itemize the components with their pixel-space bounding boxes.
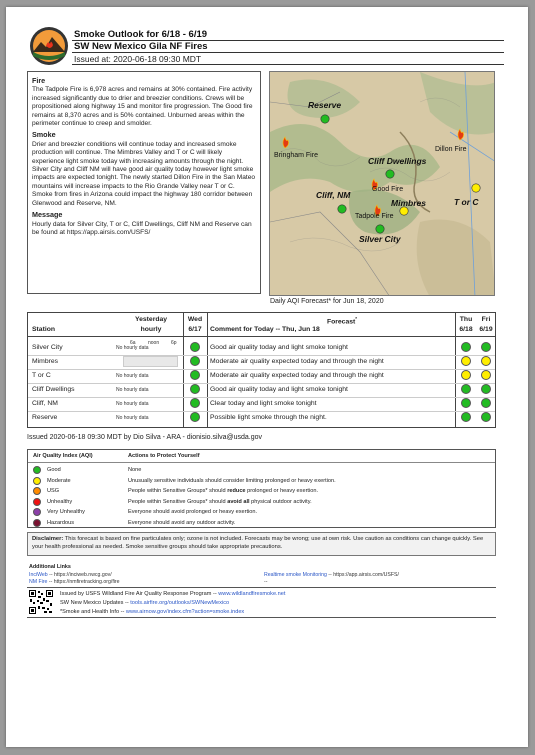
col-wed-date: 6/17 xyxy=(188,326,202,333)
page-title: Smoke Outlook for 6/18 - 6/19 xyxy=(74,29,208,40)
station-name: Cliff, NM xyxy=(32,400,58,407)
qr-code-icon[interactable] xyxy=(29,590,53,614)
aqi-actions-header: Actions to Protect Yourself xyxy=(128,453,200,459)
wed-aqi-dot xyxy=(190,370,200,380)
divider xyxy=(72,64,504,65)
thu-aqi-dot xyxy=(461,342,471,352)
footer-divider xyxy=(27,617,496,618)
inciweb-link-line xyxy=(29,572,112,578)
col-station: Station xyxy=(32,326,56,333)
aqi-category: Very Unhealthy xyxy=(47,509,85,515)
thu-aqi-dot xyxy=(461,398,471,408)
aqi-action-text: People within Sensitive Groups* should xyxy=(128,488,228,494)
nmfire-link[interactable]: NM Fire xyxy=(29,579,48,585)
aqi-action: None xyxy=(128,467,142,473)
disclaimer-box xyxy=(27,532,496,556)
thu-aqi-dot xyxy=(461,356,471,366)
hourly-data-note: No hourly data xyxy=(116,415,149,421)
station-name: Cliff Dwellings xyxy=(32,386,75,393)
col-forecast-sup: * xyxy=(355,316,358,321)
issued-timestamp: Issued at: 2020-06-18 09:30 MDT xyxy=(74,54,202,64)
forecast-comment: Moderate air quality expected today and through the night xyxy=(210,358,384,365)
realtime-link-line xyxy=(264,572,399,578)
wed-aqi-dot xyxy=(190,356,200,366)
fire-heading: Fire xyxy=(32,76,46,85)
monitor-site-label: Cliff, NM xyxy=(316,190,351,200)
monitor-site-marker[interactable] xyxy=(472,184,480,192)
forecast-comment: Clear today and light smoke tonight xyxy=(210,400,317,407)
aqi-color-dot xyxy=(33,487,41,495)
nmfire-link-line xyxy=(29,579,120,585)
aqi-category: Good xyxy=(47,467,61,473)
station-name: T or C xyxy=(32,372,51,379)
footer-health-text: *Smoke and Health Info -- xyxy=(60,609,126,615)
monitor-site-marker[interactable] xyxy=(376,225,384,233)
nmfire-url: -- https://nmfiretracking.org/fire xyxy=(47,579,120,585)
col-forecast-label: Forecast xyxy=(326,318,356,326)
aqi-action-emphasis: avoid all xyxy=(227,498,250,505)
footer-program-line xyxy=(60,591,285,597)
wed-aqi-dot xyxy=(190,412,200,422)
aqi-category: Unhealthy xyxy=(47,498,73,505)
forecast-table xyxy=(27,312,496,428)
fire-text: The Tadpole Fire is 6,978 acres and remains at 30% contained. Fire activity increased significantly due to drier and breezier conditions. Crews will be propositioned along highway 15 and monitor fire progression. The Good fire remains at 8,370 acres and is 50% contained. Unburned areas within the perimeter continue to creep and smolder. xyxy=(32,86,253,128)
hourly-data-note: No hourly data xyxy=(116,345,149,351)
col-thu-date: 6/18 xyxy=(459,326,473,333)
aqi-color-dot xyxy=(33,498,41,506)
fri-aqi-dot xyxy=(481,384,491,394)
link-placeholder: -- xyxy=(264,579,268,585)
monitor-site-label: T or C xyxy=(454,197,479,207)
aqi-category: Moderate xyxy=(47,477,71,484)
row-divider xyxy=(28,411,495,412)
issued-by-line: Issued 2020-06-18 09:30 MDT by Dio Silva - ARA - dionisio.silva@usda.gov xyxy=(27,434,262,441)
fire-label: Dillon Fire xyxy=(435,146,467,153)
row-divider xyxy=(28,355,495,356)
monitor-site-marker[interactable] xyxy=(400,207,408,215)
smoke-text: Drier and breezier conditions will continue today and increased smoke production will continue. The Mimbres Valley and T or C will likely experience light smoke today with increasing amounts through the night. Silver City and Cliff NM will have good air quality today however light smoke impacts are expected tonight. The newly started Dillon Fire in the San Mateo mountains will increase impacts to the Rio Grande Valley near T or C. Smoke from fires in Arizona could impact the highway 180 corridor between Glenwood and Reserve, NM. xyxy=(32,140,256,207)
aqi-color-dot xyxy=(33,477,41,485)
footer-updates-text: SW New Mexico Updates -- xyxy=(60,600,131,606)
forecast-comment: Moderate air quality expected today and through the night xyxy=(210,372,384,379)
aqi-color-dot xyxy=(33,466,41,474)
monitor-site-label: Silver City xyxy=(359,234,401,244)
wildland-fire-logo-icon xyxy=(29,26,69,66)
hourly-data-note: No hourly data xyxy=(116,401,149,407)
fire-label: Good Fire xyxy=(372,186,404,193)
monitor-site-label: Reserve xyxy=(308,100,342,110)
forecast-comment: Possible light smoke through the night. xyxy=(210,414,327,421)
aqi-action xyxy=(128,499,312,505)
aqi-action-text: People within Sensitive Groups* should xyxy=(128,498,228,505)
station-name: Reserve xyxy=(32,414,58,421)
row-divider xyxy=(28,397,495,398)
hour-label-6p: 6p xyxy=(171,340,177,346)
inciweb-url: -- https://inciweb.nwcg.gov/ xyxy=(47,572,112,578)
footer-divider xyxy=(27,587,496,588)
narrative-box xyxy=(27,71,261,294)
map-caption: Daily AQI Forecast* for Jun 18, 2020 xyxy=(270,298,384,305)
forecast-comment: Good air quality today and light smoke tonight xyxy=(210,344,348,351)
thu-aqi-dot xyxy=(461,370,471,380)
hourly-data-note: No hourly data xyxy=(116,387,149,393)
aqi-category: Hazardous xyxy=(47,519,75,526)
smoke-heading: Smoke xyxy=(32,130,56,140)
aqi-action-text: prolonged or heavy exertion. xyxy=(245,488,319,494)
aqi-action xyxy=(128,488,318,494)
col-forecast xyxy=(228,316,456,325)
hourly-data-placeholder xyxy=(123,356,178,367)
station-name: Mimbres xyxy=(32,358,59,365)
table-divider xyxy=(455,313,456,427)
col-thu: Thu xyxy=(459,316,473,323)
aqi-action-text: physical outdoor activity. xyxy=(249,498,312,505)
swnewmexico-link[interactable]: tools.airfire.org/outlooks/SWNewMexico xyxy=(130,600,230,606)
aqi-category: USG xyxy=(47,488,60,494)
message-heading: Message xyxy=(32,210,63,220)
page-subtitle: SW New Mexico Gila NF Fires xyxy=(74,41,208,52)
thu-aqi-dot xyxy=(461,384,471,394)
wed-aqi-dot xyxy=(190,398,200,408)
aqi-action: Everyone should avoid any outdoor activity. xyxy=(128,519,236,526)
monitor-site-marker[interactable] xyxy=(338,205,346,213)
station-name: Silver City xyxy=(32,344,63,351)
airnow-link[interactable]: www.airnow.gov/index.cfm?action=smoke.index xyxy=(125,609,245,615)
realtime-url: -- https://app.airsis.com/USFS/ xyxy=(326,572,399,578)
footer-health-line xyxy=(60,609,244,615)
disclaimer-text: This forecast is based on fine particulates only; ozone is not included. Forecasts may be wrong; use at own risk. Use caution as conditions can change quickly. See your health professional as needed. Smoke sensitive groups should take appropriate precautions. xyxy=(32,536,484,550)
hourly-data-note: No hourly data xyxy=(116,373,149,379)
fri-aqi-dot xyxy=(481,398,491,408)
aqi-action: Everyone should avoid prolonged or heavy exertion. xyxy=(128,509,258,515)
wed-aqi-dot xyxy=(190,342,200,352)
aqi-color-dot xyxy=(33,519,41,527)
disclaimer-label: Disclaimer: xyxy=(32,536,64,542)
fire-label: Bringham Fire xyxy=(274,152,318,159)
col-yesterday: Yesterday xyxy=(134,316,168,323)
aqi-color-dot xyxy=(33,508,41,516)
col-fri-date: 6/19 xyxy=(479,326,493,333)
col-wed: Wed xyxy=(187,316,203,323)
inciweb-link[interactable]: InciWeb xyxy=(29,572,48,578)
message-text: Hourly data for Silver City, T or C, Cliff Dwellings, Cliff NM and Reserve can be found at https://app.airsis.com/USFS/ xyxy=(32,220,252,236)
realtime-monitoring-link[interactable]: Realtime smoke Monitoring xyxy=(264,572,327,578)
forecast-comment: Good air quality today and light smoke tonight xyxy=(210,386,348,393)
fri-aqi-dot xyxy=(481,356,491,366)
col-comment: Comment for Today -- Thu, Jun 18 xyxy=(210,326,320,333)
row-divider xyxy=(28,369,495,370)
aqi-action: Unusually sensitive individuals should consider limiting prolonged or heavy exertion. xyxy=(128,477,336,484)
monitor-site-label: Cliff Dwellings xyxy=(368,156,427,166)
fri-aqi-dot xyxy=(481,412,491,422)
footer-updates-line xyxy=(60,600,229,606)
legend-divider xyxy=(28,462,495,463)
monitor-site-marker[interactable] xyxy=(386,170,394,178)
smoke-outlook-page xyxy=(6,7,528,747)
monitor-site-marker[interactable] xyxy=(321,115,329,123)
thu-aqi-dot xyxy=(461,412,471,422)
hour-label-noon: noon xyxy=(148,340,160,346)
monitor-site-label: Mimbres xyxy=(391,198,426,208)
footer-program-text: Issued by USFS Wildland Fire Air Quality Response Program -- xyxy=(60,591,219,597)
col-hourly: hourly xyxy=(140,326,162,333)
row-divider xyxy=(28,383,495,384)
wildlandfiresmoke-link[interactable]: www.wildlandfiresmoke.net xyxy=(218,591,286,597)
fri-aqi-dot xyxy=(481,370,491,380)
aqi-legend xyxy=(27,449,496,528)
aqi-index-header: Air Quality Index (AQI) xyxy=(33,453,93,459)
fire-label: Tadpole Fire xyxy=(355,213,394,220)
table-divider xyxy=(28,336,495,337)
additional-links-title: Additional Links xyxy=(29,564,71,570)
terrain-map xyxy=(270,72,495,296)
col-fri: Fri xyxy=(481,316,491,323)
wed-aqi-dot xyxy=(190,384,200,394)
aqi-action-emphasis: reduce xyxy=(227,488,246,494)
fri-aqi-dot xyxy=(481,342,491,352)
aqi-forecast-map[interactable] xyxy=(269,71,495,296)
table-divider xyxy=(183,313,184,427)
table-divider xyxy=(207,313,208,427)
divider xyxy=(72,52,504,53)
hour-label-6a: 6a xyxy=(130,340,136,346)
